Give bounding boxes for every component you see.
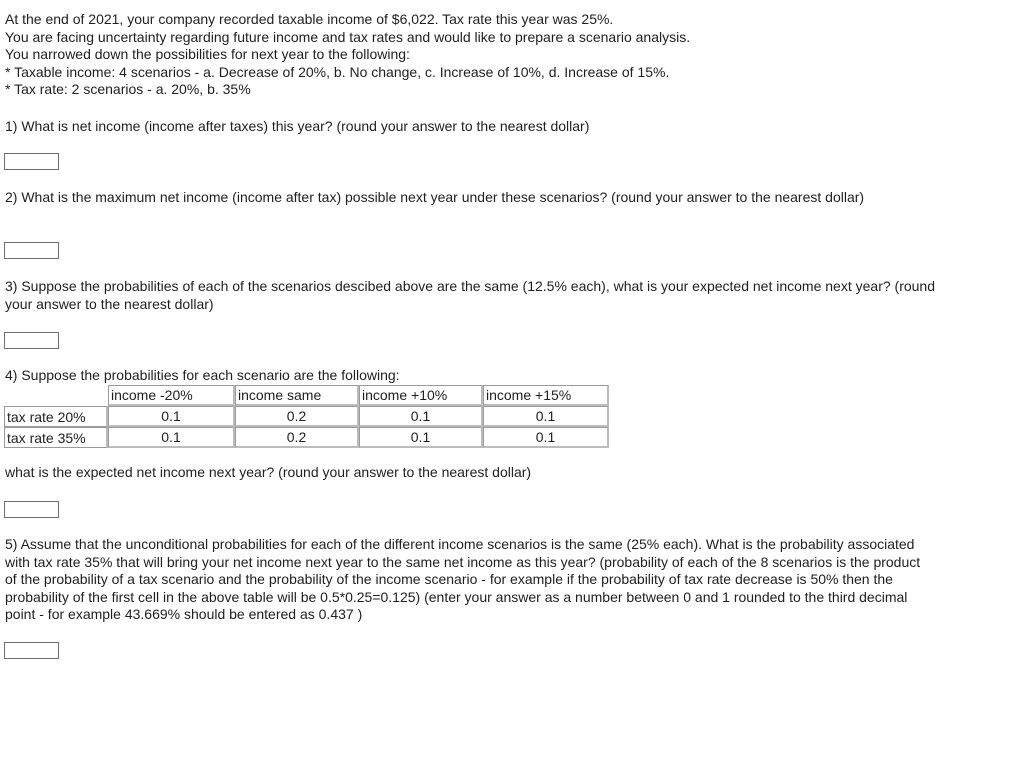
intro-line: At the end of 2021, your company recorded taxable income of $6,022. Tax rate this year was 25%. bbox=[5, 11, 614, 27]
answer-1-input[interactable] bbox=[4, 153, 59, 170]
answer-3-input[interactable] bbox=[4, 332, 59, 349]
table-cell: 0.1 bbox=[483, 406, 609, 427]
problem-intro bbox=[5, 11, 690, 99]
table-cell: 0.1 bbox=[483, 427, 609, 448]
table-cell: 0.1 bbox=[359, 406, 483, 427]
table-row bbox=[4, 406, 609, 427]
table-header-cell: income +10% bbox=[359, 385, 483, 406]
question-1: 1) What is net income (income after taxes) this year? (round your answer to the nearest dollar) bbox=[5, 118, 590, 134]
table-header-cell: income +15% bbox=[483, 385, 609, 406]
question-2: 2) What is the maximum net income (income after tax) possible next year under these scenarios? (round your answer to the nearest dollar) bbox=[5, 189, 865, 205]
intro-line: You narrowed down the possibilities for next year to the following: bbox=[5, 46, 410, 63]
intro-line: * Tax rate: 2 scenarios - a. 20%, b. 35% bbox=[5, 81, 251, 98]
answer-4-input[interactable] bbox=[4, 501, 59, 518]
probability-table bbox=[4, 385, 609, 448]
table-header-cell: income same bbox=[235, 385, 359, 406]
table-header-row bbox=[4, 385, 609, 406]
answer-2-input[interactable] bbox=[4, 242, 59, 259]
table-header-cell: income -20% bbox=[108, 385, 235, 406]
answer-5-input[interactable] bbox=[4, 642, 59, 659]
table-row-label: tax rate 20% bbox=[4, 406, 108, 427]
table-cell: 0.1 bbox=[108, 427, 235, 448]
intro-line: * Taxable income: 4 scenarios - a. Decrease of 20%, b. No change, c. Increase of 10%, d. Increase of 15%. bbox=[5, 63, 670, 80]
table-row-label: tax rate 35% bbox=[4, 427, 108, 448]
intro-line: You are facing uncertainty regarding future income and tax rates and would like to prepare a scenario analysis. bbox=[5, 28, 691, 45]
table-cell: 0.2 bbox=[235, 427, 359, 448]
question-4-followup: what is the expected net income next year? (round your answer to the nearest dollar) bbox=[5, 464, 532, 480]
question-3: 3) Suppose the probabilities of each of the scenarios descibed above are the same (12.5% each), what is your expected net income next year? (round your answer to the nearest dollar) bbox=[5, 278, 935, 312]
table-cell: 0.2 bbox=[235, 406, 359, 427]
table-cell: 0.1 bbox=[359, 427, 483, 448]
table-row bbox=[4, 427, 609, 448]
question-5: 5) Assume that the unconditional probabilities for each of the different income scenarios is the same (25% each). What is the probability associated with tax rate 35% that will bring your net income next year to the same net income as this year? (probability of each of the 8 scenarios is the product of the probability of a tax scenario and the probability of the income scenario - for example if the probability of tax rate decrease is 50% then the probability of the first cell in the above table will be 0.5*0.25=0.125) (enter your answer as a number between 0 and 1 rounded to the third decimal point - for example 43.669% should be entered as 0.437 ) bbox=[5, 536, 921, 623]
question-4: 4) Suppose the probabilities for each scenario are the following: bbox=[5, 367, 400, 383]
table-corner-cell bbox=[4, 385, 108, 406]
table-cell: 0.1 bbox=[108, 406, 235, 427]
